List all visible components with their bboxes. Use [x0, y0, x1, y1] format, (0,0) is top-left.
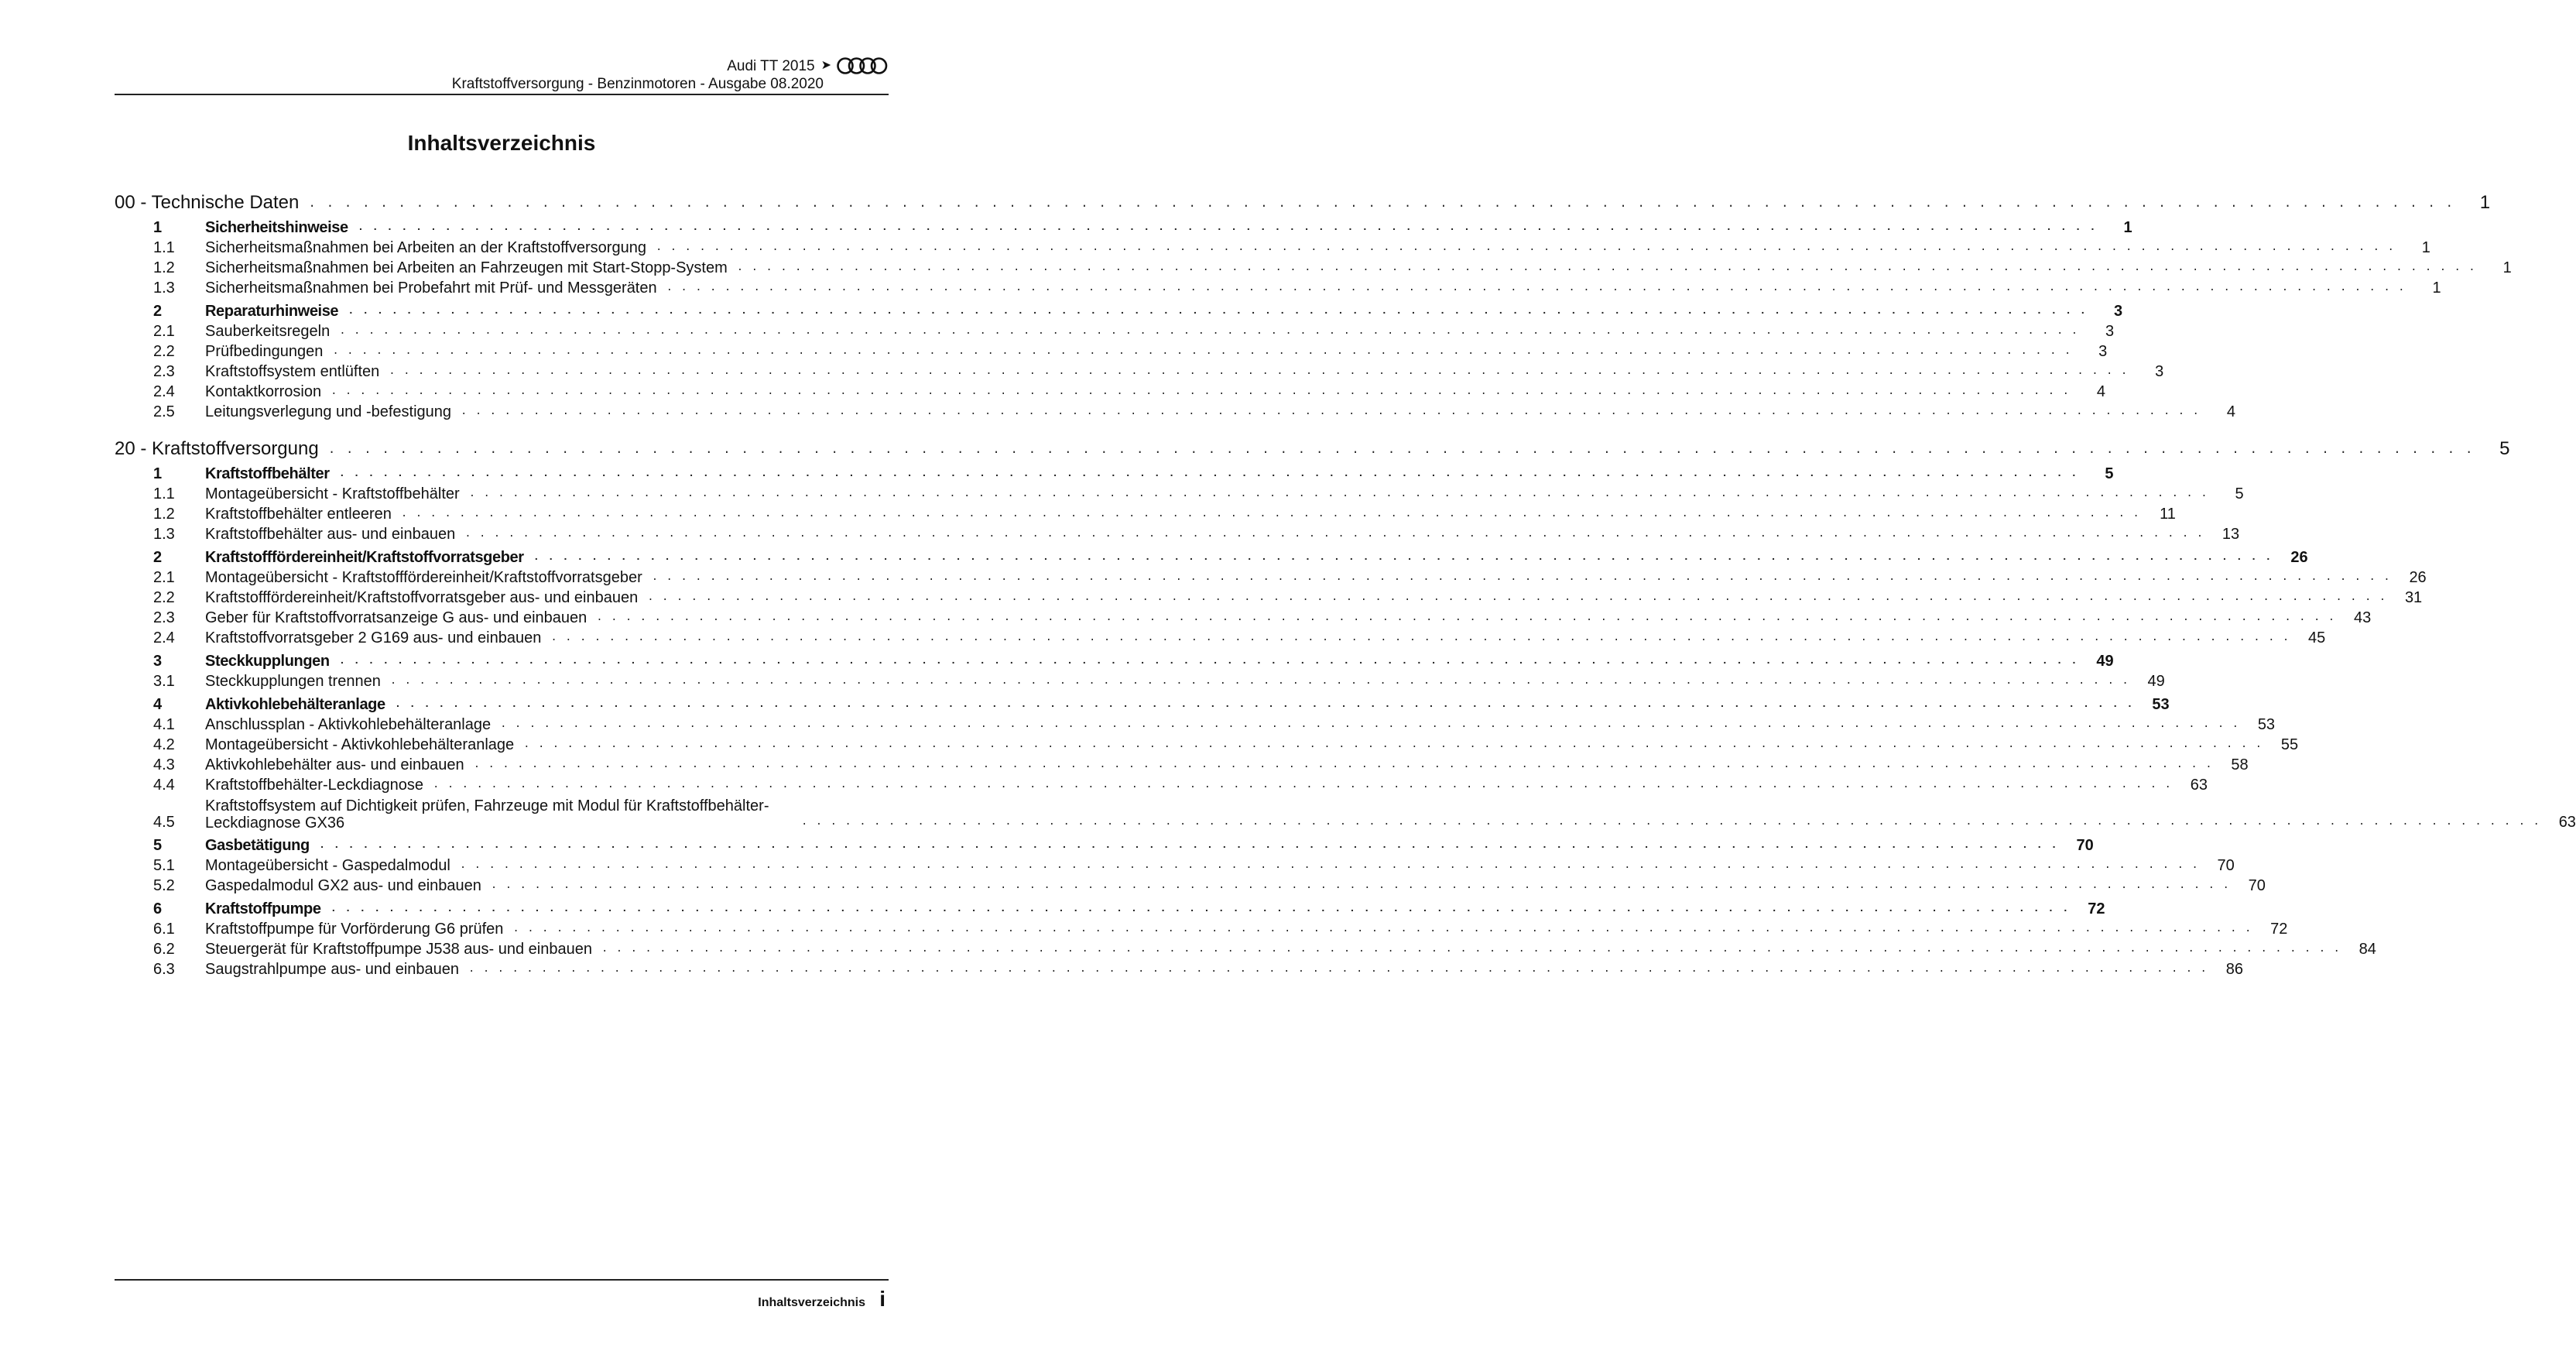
toc-entry-number: 4: [153, 696, 163, 713]
toc-entry-number: 2.1: [153, 569, 175, 586]
toc-leader-dots: . . . . . . . . . . . . . . . . . . . . . . . . . . . . . . . . . . . . . . . . . . . . . . . . . . . . . . . . . . . . . . . . . . . . . . . . . . . . . . . . . . . . . . . . . . . . . . . . . . . . . . . . . . . . . . . . . . . . . . . .: [348, 305, 2088, 317]
toc-entry-number: 1: [153, 219, 163, 236]
toc-entry-number: 6: [153, 900, 163, 917]
toc-entry-number: 1.1: [153, 485, 175, 502]
toc-entry-title: Kraftstoffbehälter aus- und einbauen: [205, 526, 456, 543]
toc-subsection-entry[interactable]: [115, 587, 2423, 607]
toc-leader-dots: . . . . . . . . . . . . . . . . . . . . . . . . . . . . . . . . . . . . . . . . . . . . . . . . . . . . . . . . . . . . . . . . . . . . . . . . . . . . . . . . . . . . . . . . . . . . . . . . . . . . . . . . . . . . . . . . . . . . . . . .: [357, 221, 2097, 234]
toc-subsection-entry[interactable]: [115, 567, 2427, 587]
toc-section-entry[interactable]: [115, 650, 2114, 670]
toc-entry-title: Kraftstoffsystem entlüften: [205, 363, 380, 380]
toc-entry-page: 1: [2502, 259, 2512, 276]
toc-entry-page: 13: [2221, 526, 2240, 543]
toc-entry-page: 45: [2308, 629, 2326, 646]
toc-entry-number: 2.5: [153, 403, 175, 420]
footer-page-number: i: [879, 1287, 886, 1311]
toc-leader-dots: . . . . . . . . . . . . . . . . . . . . . . . . . . . . . . . . . . . . . . . . . . . . . . . . . . . . . . . . . . . . . . . . . . . . . . . . . . . . . . . . . . . . . . . . . . . . . . . . . . . . . . . . . . . . . . . . . . . . . . . .: [550, 632, 2290, 644]
toc-leader-dots: . . . . . . . . . . . . . . . . . . . . . . . . . . . . . . . . . . . . . . . . . . . . . . . . . . . . . . . . . . . . . . . . . . . . . . . . . . . . . . . . . . . . . . . . . . . . . . . . . . . . . . . . . . . . . . . . . . . . . . . .: [318, 839, 2058, 852]
toc-leader-dots: . . . . . . . . . . . . . . . . . . . . . . . . . . . . . . . . . . . . . . . . . . . . . . . . . . . . . . . . . . . . . . . . . . . . . . . . . . . . . . . . . . . . . . . . . . . . . . . . . . . . . . . . . . . . . . . . . . . . . . . .: [338, 468, 2078, 480]
toc-leader-dots: . . . . . . . . . . . . . . . . . . . . . . . . . . . . . . . . . . . . . . . . . . . . . . . . . . . . . . . . . . . . . . . . . . . . . . . . . . . . . . . . . . . . . . . . . . . . . . . . . . . . . . . . . . . . . . . . . . . . . . . .: [533, 551, 2273, 564]
toc-entry-title: Anschlussplan - Aktivkohlebehälteranlage: [205, 716, 492, 733]
toc-subsection-entry[interactable]: [115, 754, 2249, 774]
toc-entry-number: 2.3: [153, 609, 175, 626]
toc-leader-dots: . . . . . . . . . . . . . . . . . . . . . . . . . . . . . . . . . . . . . . . . . . . . . . . . . . . . . . . . . . . . . . . . . . . . . . . . . . . . . . . . . . . . . . . . . . . . . . . . . . . . . . . . . . . . . . . . . . . . . . . .: [596, 612, 2336, 624]
toc-entry-page: 72: [2270, 921, 2288, 938]
toc-entry-title: Kraftstofffördereinheit/Kraftstoffvorratsgeber aus- und einbauen: [205, 589, 639, 606]
toc-entry-number: 6.2: [153, 941, 175, 958]
toc-leader-dots: . . . . . . . . . . . . . . . . . . . . . . . . . . . . . . . . . . . . . . . . . . . . . . . . . . . . . . . . . . . . . . . . . . . . . . . . . . . . . . . . . . . . . . . . . . . . . . . . . . . . . . . . . . . . . . . . . . . . . . . .: [468, 488, 2208, 500]
toc-entry-title: Aktivkohlebehälter aus- und einbauen: [205, 756, 464, 773]
toc-entry-page: 43: [2353, 609, 2372, 626]
toc-subsection-entry[interactable]: [115, 714, 2276, 734]
toc-entry-title: Kraftstoffpumpe für Vorförderung G6 prüfen: [205, 921, 504, 938]
toc-entry-page: 31: [2404, 589, 2423, 606]
toc-entry-page: 53: [2257, 716, 2276, 733]
toc-entry-page: 1: [2123, 219, 2132, 236]
toc-entry-title: Geber für Kraftstoffvorratsanzeige G aus- und einbauen: [205, 609, 587, 626]
toc-entry-page: 63: [2558, 814, 2576, 831]
toc-entry-title: Sicherheitsmaßnahmen bei Probefahrt mit Prüf- und Messgeräten: [205, 279, 657, 297]
toc-leader-dots: . . . . . . . . . . . . . . . . . . . . . . . . . . . . . . . . . . . . . . . . . . . . . . . . . . . . . . . . . . . . . . . . . . . . . . . . . . . . . . . . . . . . . . . . . . . . . . . . . . . . . . . . . . . . . . . . . . . . . . . .: [389, 365, 2129, 378]
toc-leader-dots: . . . . . . . . . . . . . . . . . . . . . . . . . . . . . . . . . . . . . . . . . . . . . . . . . . . . . . . . . . . . . . . . . . . . . . . . . . . . . . . . . . . . . . . . . . . . . . . . . . . . . . . . . . . . . . . . . . . . . . . .: [394, 698, 2134, 711]
toc-entry-number: 1.3: [153, 279, 175, 297]
toc-section-entry[interactable]: [115, 694, 2170, 714]
toc-entry-title: Kontaktkorrosion: [205, 383, 322, 400]
toc-chapter-entry[interactable]: [115, 189, 2491, 214]
toc-leader-dots: . . . . . . . . . . . . . . . . . . . . . . . . . . . . . . . . . . . . . . . . . . . . . . . . . . . . . . . . . . . . . . . . . . . . . . . . . . . . . . . . . . . . . . . . . . . . . . . . . . . . . . . . . . . . . . . . . . . . . . . .: [330, 903, 2070, 915]
toc-entry-page: 5: [2499, 438, 2510, 459]
toc-subsection-entry[interactable]: [115, 627, 2326, 647]
toc-subsection-entry[interactable]: [115, 794, 2576, 832]
toc-entry-page: 4: [2226, 403, 2235, 420]
toc-entry-number: 1.2: [153, 259, 175, 276]
toc-entry-page: 1: [2421, 239, 2430, 256]
toc-subsection-entry[interactable]: [115, 321, 2115, 341]
toc-subsection-entry[interactable]: [115, 523, 2240, 544]
toc-leader-dots: . . . . . . . . . . . . . . . . . . . . . . . . . . . . . . . . . . . . . . . . . . . . . . . . . . . . . . . . . . . . . . . . . . . . . . . . . . . . . . . . . . . . . . . . . . . . . . . . . . . . . . . . . . . . . . . . . . . . . . . .: [327, 443, 2475, 457]
toc-leader-dots: . . . . . . . . . . . . . . . . . . . . . . . . . . . . . . . . . . . . . . . . . . . . . . . . . . . . . . . . . . . . . . . . . . . . . . . . . . . . . . . . . . . . . . . . . . . . . . . . . . . . . . . . . . . . . . . . . . . . . . . .: [459, 859, 2199, 872]
toc-subsection-entry[interactable]: [115, 958, 2243, 979]
toc-entry-page: 70: [2076, 837, 2094, 854]
toc-subsection-entry[interactable]: [115, 341, 2108, 361]
toc-section-entry[interactable]: [115, 463, 2114, 483]
toc-subsection-entry[interactable]: [115, 257, 2512, 277]
toc-entry-page: 63: [2190, 777, 2208, 794]
toc-leader-dots: . . . . . . . . . . . . . . . . . . . . . . . . . . . . . . . . . . . . . . . . . . . . . . . . . . . . . . . . . . . . . . . . . . . . . . . . . . . . . . . . . . . . . . . . . . . . . . . . . . . . . . . . . . . . . . . . . . . . . . . .: [651, 571, 2391, 584]
toc-entry-title: Montageübersicht - Kraftstoffbehälter: [205, 485, 460, 502]
toc-entry-title: Steckkupplungen: [205, 653, 330, 670]
toc-entry-number: 4.4: [153, 777, 175, 794]
toc-entry-title: Kraftstofffördereinheit/Kraftstoffvorratsgeber: [205, 549, 524, 566]
toc-leader-dots: . . . . . . . . . . . . . . . . . . . . . . . . . . . . . . . . . . . . . . . . . . . . . . . . . . . . . . . . . . . . . . . . . . . . . . . . . . . . . . . . . . . . . . . . . . . . . . . . . . . . . . . . . . . . . . . . . . . . . . . .: [512, 923, 2252, 935]
toc-entry-number: 1.1: [153, 239, 175, 256]
toc-subsection-entry[interactable]: [115, 774, 2208, 794]
toc-entry-number: 2.2: [153, 343, 175, 360]
toc-section-entry[interactable]: [115, 217, 2132, 237]
toc-entry-number: 4.2: [153, 736, 175, 753]
toc-leader-dots: . . . . . . . . . . . . . . . . . . . . . . . . . . . . . . . . . . . . . . . . . . . . . . . . . . . . . . . . . . . . . . . . . . . . . . . . . . . . . . . . . . . . . . . . . . . . . . . . . . . . . . . . . . . . . . . . . . . . . . . .: [523, 739, 2263, 751]
toc-entry-page: 3: [2105, 323, 2115, 340]
toc-leader-dots: . . . . . . . . . . . . . . . . . . . . . . . . . . . . . . . . . . . . . . . . . . . . . . . . . . . . . . . . . . . . . . . . . . . . . . . . . . . . . . . . . . . . . . . . . . . . . . . . . . . . . . . . . . . . . . . . . . . . . . . .: [338, 655, 2078, 667]
toc-entry-page: 53: [2152, 696, 2170, 713]
toc-entry-page: 11: [2160, 506, 2176, 523]
page-title: Inhaltsverzeichnis: [407, 131, 596, 155]
toc-entry-number: 5.2: [153, 877, 175, 894]
toc-leader-dots: . . . . . . . . . . . . . . . . . . . . . . . . . . . . . . . . . . . . . . . . . . . . . . . . . . . . . . . . . . . . . . . . . . . . . . . . . . . . . . . . . . . . . . . . . . . . . . . . . . . . . . . . . . . . . . . . . . . . . . . .: [655, 242, 2395, 254]
toc-leader-dots: . . . . . . . . . . . . . . . . . . . . . . . . . . . . . . . . . . . . . . . . . . . . . . . . . . . . . . . . . . . . . . . . . . . . . . . . . . . . . . . . . . . . . . . . . . . . . . . . . . . . . . . . . . . . . . . . . . . . . . . .: [461, 406, 2200, 418]
chapter-spacer: [115, 421, 889, 430]
toc-leader-dots: . . . . . . . . . . . . . . . . . . . . . . . . . . . . . . . . . . . . . . . . . . . . . . . . . . . . . . . . . . . . . . . . . . . . . . . . . . . . . . . . . . . . . . . . . . . . . . . . . . . . . . . . . . . . . . . . . . . . . . . .: [736, 262, 2476, 274]
toc-entry-title: Montageübersicht - Gaspedalmodul: [205, 857, 450, 874]
toc-subsection-entry[interactable]: [115, 503, 2176, 523]
header-model-line: [727, 55, 889, 77]
footer-label: Inhaltsverzeichnis: [758, 1296, 865, 1309]
toc-entry-number: 2: [153, 549, 163, 566]
toc-leader-dots: . . . . . . . . . . . . . . . . . . . . . . . . . . . . . . . . . . . . . . . . . . . . . . . . . . . . . . . . . . . . . . . . . . . . . . . . . . . . . . . . . . . . . . . . . . . . . . . . . . . . . . . . . . . . . . . . . . . . . . . .: [490, 880, 2230, 892]
toc-chapter-entry[interactable]: [115, 435, 2510, 460]
toc-entry-page: 70: [2217, 857, 2235, 874]
toc-entry-title: Saugstrahlpumpe aus- und einbauen: [205, 961, 460, 978]
toc-entry-title: Kraftstoffvorratsgeber 2 G169 aus- und einbauen: [205, 629, 542, 646]
toc-leader-dots: . . . . . . . . . . . . . . . . . . . . . . . . . . . . . . . . . . . . . . . . . . . . . . . . . . . . . . . . . . . . . . . . . . . . . . . . . . . . . . . . . . . . . . . . . . . . . . . . . . . . . . . . . . . . . . . . . . . . . . . .: [389, 675, 2129, 688]
toc-entry-title: Kraftstoffbehälter: [205, 465, 330, 482]
header-model: Audi TT 2015: [727, 57, 815, 74]
toc-entry-page: 26: [2409, 569, 2427, 586]
footer-rule: [115, 1279, 889, 1281]
toc-subsection-entry[interactable]: [115, 483, 2244, 503]
toc-subsection-entry[interactable]: [115, 381, 2106, 401]
toc-entry-page: 86: [2225, 961, 2243, 978]
toc-subsection-entry[interactable]: [115, 607, 2372, 627]
toc-entry-page: 58: [2231, 756, 2249, 773]
toc-entry-number: 1: [153, 465, 163, 482]
toc-entry-number: 4.3: [153, 756, 175, 773]
toc-section-entry[interactable]: [115, 300, 2123, 321]
toc-leader-dots: . . . . . . . . . . . . . . . . . . . . . . . . . . . . . . . . . . . . . . . . . . . . . . . . . . . . . . . . . . . . . . . . . . . . . . . . . . . . . . . . . . . . . . . . . . . . . . . . . . . . . . . . . . . . . . . . . . . . . . . .: [464, 528, 2204, 540]
toc-entry-page: 49: [2147, 673, 2165, 690]
toc-entry-page: 26: [2290, 549, 2308, 566]
toc-leader-dots: . . . . . . . . . . . . . . . . . . . . . . . . . . . . . . . . . . . . . . . . . . . . . . . . . . . . . . . . . . . . . . . . . . . . . . . . . . . . . . . . . . . . . . . . . . . . . . . . . . . . . . . . . . . . . . . . . . . . . . . .: [666, 282, 2406, 294]
toc-entry-page: 1: [2479, 192, 2491, 213]
toc-entry-title: Gasbetätigung: [205, 837, 310, 854]
toc-entry-title: Steuergerät für Kraftstoffpumpe J538 aus- und einbauen: [205, 941, 592, 958]
toc-entry-number: 4.1: [153, 716, 175, 733]
toc-entry-title: Prüfbedingungen: [205, 343, 324, 360]
toc-entry-title: Leitungsverlegung und -befestigung: [205, 403, 452, 420]
toc-entry-title: Kraftstoffsystem auf Dichtigkeit prüfen, Fahrzeuge mit Modul für Kraftstoffbehälter-Leckdiagnose GX36: [205, 797, 769, 832]
toc-entry-page: 5: [2235, 485, 2244, 502]
toc-leader-dots: . . . . . . . . . . . . . . . . . . . . . . . . . . . . . . . . . . . . . . . . . . . . . . . . . . . . . . . . . . . . . . . . . . . . . . . . . . . . . . . . . . . . . . . . . . . . . . . . . . . . . . . . . . . . . . . . . . . . . . . .: [601, 943, 2341, 955]
toc-entry-page: 84: [2358, 941, 2376, 958]
toc-entry-title: Kraftstoffbehälter-Leckdiagnose: [205, 777, 424, 794]
toc-leader-dots: . . . . . . . . . . . . . . . . . . . . . . . . . . . . . . . . . . . . . . . . . . . . . . . . . . . . . . . . . . . . . . . . . . . . . . . . . . . . . . . . . . . . . . . . . . . . . . . . . . . . . . . . . . . . . . . . . . . . . . . .: [647, 592, 2387, 604]
toc-entry-page: 4: [2096, 383, 2106, 400]
toc-section-entry[interactable]: [115, 547, 2308, 567]
toc-entry-title: Sicherheitsmaßnahmen bei Arbeiten an der Kraftstoffversorgung: [205, 239, 646, 256]
toc-entry-title: Sicherheitsmaßnahmen bei Arbeiten an Fahrzeugen mit Start-Stopp-System: [205, 259, 728, 276]
toc-subsection-entry[interactable]: [115, 670, 2165, 691]
toc-entry-page: 3: [2098, 343, 2108, 360]
toc-entry-page: 1: [2432, 279, 2441, 297]
toc-entry-page: 3: [2113, 303, 2123, 320]
toc-subsection-entry[interactable]: [115, 237, 2430, 257]
toc-entry-title: Kraftstoffpumpe: [205, 900, 321, 917]
toc-entry-number: 2: [153, 303, 163, 320]
toc-section-entry[interactable]: [115, 835, 2094, 855]
toc-subsection-entry[interactable]: [115, 875, 2266, 895]
toc-entry-page: 3: [2155, 363, 2164, 380]
toc-entry-number: 5: [153, 837, 163, 854]
toc-leader-dots: . . . . . . . . . . . . . . . . . . . . . . . . . . . . . . . . . . . . . . . . . . . . . . . . . . . . . . . . . . . . . . . . . . . . . . . . . . . . . . . . . . . . . . . . . . . . . . . . . . . . . . . . . . . . . . . . . . . . . . . .: [468, 963, 2208, 976]
toc-entry-number: 2.4: [153, 629, 175, 646]
toc-entry-title: Montageübersicht - Aktivkohlebehälteranlage: [205, 736, 515, 753]
audi-rings-icon: [836, 56, 889, 76]
toc-entry-number: 1.2: [153, 506, 175, 523]
toc-entry-title: Kraftstoffbehälter entleeren: [205, 506, 392, 523]
toc-subsection-entry[interactable]: [115, 401, 2235, 421]
toc-entry-number: 6.1: [153, 921, 175, 938]
toc-entry-number: 4.5: [153, 814, 175, 831]
toc-leader-dots: . . . . . . . . . . . . . . . . . . . . . . . . . . . . . . . . . . . . . . . . . . . . . . . . . . . . . . . . . . . . . . . . . . . . . . . . . . . . . . . . . . . . . . . . . . . . . . . . . . . . . . . . . . . . . . . . . . . . . . . .: [339, 325, 2079, 338]
toc-leader-dots: . . . . . . . . . . . . . . . . . . . . . . . . . . . . . . . . . . . . . . . . . . . . . . . . . . . . . . . . . . . . . . . . . . . . . . . . . . . . . . . . . . . . . . . . . . . . . . . . . . . . . . . . . . . . . . . . . . . . . . . .: [400, 508, 2140, 520]
toc-leader-dots: . . . . . . . . . . . . . . . . . . . . . . . . . . . . . . . . . . . . . . . . . . . . . . . . . . . . . . . . . . . . . . . . . . . . . . . . . . . . . . . . . . . . . . . . . . . . . . . . . . . . . . . . . . . . . . . . . . . . . . . .: [433, 779, 2172, 791]
toc-entry-page: 72: [2088, 900, 2105, 917]
toc-entry-title: Sicherheitshinweise: [205, 219, 348, 236]
toc-entry-number: 6.3: [153, 961, 175, 978]
toc-subsection-entry[interactable]: [115, 918, 2288, 938]
header-subtitle: Kraftstoffversorgung - Benzinmotoren - Ausgabe 08.2020: [451, 76, 824, 92]
toc-entry-number: 3: [153, 653, 163, 670]
toc-entry-page: 49: [2096, 653, 2114, 670]
toc-leader-dots: . . . . . . . . . . . . . . . . . . . . . . . . . . . . . . . . . . . . . . . . . . . . . . . . . . . . . . . . . . . . . . . . . . . . . . . . . . . . . . . . . . . . . . . . . . . . . . . . . . . . . . . . . . . . . . . . . . . . . . . .: [332, 345, 2072, 358]
toc-entry-page: 55: [2280, 736, 2299, 753]
toc-subsection-entry[interactable]: [115, 855, 2235, 875]
toc-entry-number: 2.2: [153, 589, 175, 606]
toc-leader-dots: . . . . . . . . . . . . . . . . . . . . . . . . . . . . . . . . . . . . . . . . . . . . . . . . . . . . . . . . . . . . . . . . . . . . . . . . . . . . . . . . . . . . . . . . . . . . . . . . . . . . . . . . . . . . . . . . . . . . . . . .: [308, 197, 2455, 211]
header-rule: [115, 94, 889, 95]
toc-entry-page: 5: [2105, 465, 2114, 482]
table-of-contents: [115, 184, 2576, 979]
toc-leader-dots: . . . . . . . . . . . . . . . . . . . . . . . . . . . . . . . . . . . . . . . . . . . . . . . . . . . . . . . . . . . . . . . . . . . . . . . . . . . . . . . . . . . . . . . . . . . . . . . . . . . . . . . . . . . . . . . . . . . . . . . .: [331, 386, 2071, 398]
toc-entry-title: Gaspedalmodul GX2 aus- und einbauen: [205, 877, 481, 894]
toc-subsection-entry[interactable]: [115, 277, 2441, 297]
arrow-icon: ➤: [820, 59, 831, 72]
toc-leader-dots: . . . . . . . . . . . . . . . . . . . . . . . . . . . . . . . . . . . . . . . . . . . . . . . . . . . . . . . . . . . . . . . . . . . . . . . . . . . . . . . . . . . . . . . . . . . . . . . . . . . . . . . . . . . . . . . . . . . . . . . .: [500, 718, 2240, 731]
toc-leader-dots: . . . . . . . . . . . . . . . . . . . . . . . . . . . . . . . . . . . . . . . . . . . . . . . . . . . . . . . . . . . . . . . . . . . . . . . . . . . . . . . . . . . . . . . . . . . . . . . . . . . . . . . . . . . . . . . . . . . . . . . .: [473, 759, 2213, 771]
toc-entry-title: Sauberkeitsregeln: [205, 323, 331, 340]
toc-entry-number: 2.4: [153, 383, 175, 400]
toc-leader-dots: . . . . . . . . . . . . . . . . . . . . . . . . . . . . . . . . . . . . . . . . . . . . . . . . . . . . . . . . . . . . . . . . . . . . . . . . . . . . . . . . . . . . . . . . . . . . . . . . . . . . . . . . . . . . . . . . . . . . . . . .: [801, 816, 2540, 828]
toc-section-entry[interactable]: [115, 898, 2105, 918]
toc-entry-number: 1.3: [153, 526, 175, 543]
toc-entry-number: 2.1: [153, 323, 175, 340]
toc-entry-title: 20 - Kraftstoffversorgung: [115, 438, 319, 459]
toc-entry-number: 2.3: [153, 363, 175, 380]
toc-subsection-entry[interactable]: [115, 938, 2376, 958]
toc-entry-title: Aktivkohlebehälteranlage: [205, 696, 385, 713]
toc-entry-number: 3.1: [153, 673, 175, 690]
toc-entry-page: 70: [2248, 877, 2266, 894]
toc-entry-title: Montageübersicht - Kraftstofffördereinheit/Kraftstoffvorratsgeber: [205, 569, 642, 586]
toc-entry-title: 00 - Technische Daten: [115, 192, 300, 213]
toc-entry-title: Reparaturhinweise: [205, 303, 339, 320]
toc-entry-title: Steckkupplungen trennen: [205, 673, 381, 690]
toc-subsection-entry[interactable]: [115, 361, 2164, 381]
toc-subsection-entry[interactable]: [115, 734, 2299, 754]
toc-entry-number: 5.1: [153, 857, 175, 874]
